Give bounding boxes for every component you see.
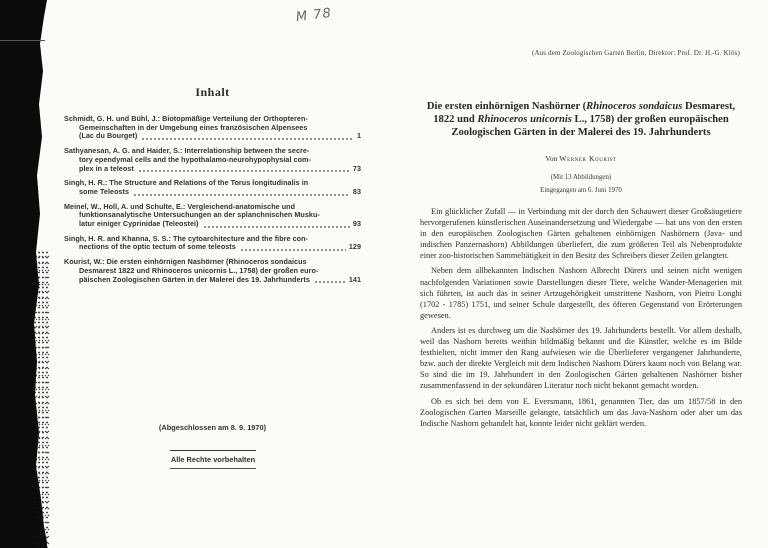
toc-entry-text: Desmarest 1822 und Rhinoceros unicornis L., 1758) der großen euro- <box>79 266 319 275</box>
title-species-name: Rhinoceros unicornis <box>477 114 572 125</box>
article-title <box>420 100 742 139</box>
rights-notice-block <box>170 450 256 469</box>
toc-entry-text: Singh, H. R.: The Structure and Relations of the Torus longitudinalis in <box>64 179 309 188</box>
toc-page-number: 73 <box>352 164 361 173</box>
toc-entry-text: Meinel, W., Holl, A. und Schulte, E.: Vergleichend-anatomische und <box>64 202 296 211</box>
title-text: Die ersten einhörnigen Nashörner ( <box>426 101 587 112</box>
dot-leader <box>138 166 350 173</box>
dot-leader <box>141 134 354 141</box>
dot-leader <box>314 277 346 284</box>
right-page <box>420 50 742 433</box>
handwritten-mark: M 78 <box>295 5 333 26</box>
title-species-name: Rhinoceros sondaicus <box>586 101 683 112</box>
toc-entry <box>64 115 361 141</box>
paragraph: Ob es sich bei dem von E. Eversmann, 1861, genannten Tier, das um 1857/58 in den Zoologischen Garten Marseille gelangte, tatsächlich um das Java-Nashorn oder aber um das Indische Nashorn gehandelt hat, konnte leider nicht geklärt werden. <box>420 396 742 428</box>
toc-entry-text: Sathyanesan, A. G. and Haider, S.: Interrelationship between the secre- <box>64 147 310 156</box>
toc-entry <box>64 147 361 173</box>
left-page <box>64 85 361 548</box>
rights-notice: Alle Rechte vorbehalten <box>170 455 256 464</box>
toc-list <box>64 115 361 284</box>
toc-entry-text: Gemeinschaften in der Umgebung eines französischen Alpensees <box>79 123 308 132</box>
dot-leader <box>133 190 350 197</box>
dot-leader <box>240 245 346 252</box>
toc-page-number: 1 <box>356 132 361 141</box>
scan-edge-line <box>0 40 45 41</box>
toc-heading: Inhalt <box>195 85 230 99</box>
received-note: Eingegangen am 6. Juni 1970 <box>540 187 622 194</box>
paragraph: Neben dem allbekannten Indischen Nashorn Albrecht Dürers und seinen nicht wenigen nachfolgenden Variationen sowie Darstellungen dieser Tiere, welche Wander-Menagerien mit sich führten, ist auch das in seiner Artzugehörigkeit umstrittene Nashorn, von Pietro Longhi (1702 - 1785) 1751, und seiner Schule dargestellt, des öfteren Gegenstand von Erörterungen gewesen. <box>420 266 742 320</box>
closing-note: (Abgeschlossen am 8. 9. 1970) <box>158 423 267 432</box>
toc-entry-text: nections of the optic tectum of some teleosts <box>79 243 236 252</box>
toc-entry-text: Schmidt, G. H. und Bühl, J.: Biotopmäßige Verteilung der Orthopteren- <box>64 115 308 123</box>
toc-entry-text: some Teleosts <box>79 187 130 196</box>
figures-note: (Mit 13 Abbildungen) <box>550 174 612 181</box>
toc-entry <box>64 179 361 196</box>
toc-entry <box>64 203 361 229</box>
toc-page-number: 141 <box>348 275 361 284</box>
toc-entry-text: Singh, H. R. and Khanna, S. S.: The cytoarchitecture and the fibre con- <box>64 234 308 243</box>
toc-entry-text: tory ependymal cells and the hypothalamo-neurohypophysial com- <box>79 155 311 164</box>
author-name: Werner Kourist <box>559 154 617 163</box>
affiliation-note: (Aus dem Zoologischen Garten Berlin, Direktor: Prof. Dr. H.-G. Klös) <box>531 50 740 57</box>
rights-rule-bottom <box>170 468 256 469</box>
toc-entry-text: funktionsanalytische Untersuchungen an der splanchnischen Musku- <box>79 211 320 220</box>
toc-entry <box>64 258 361 284</box>
byline <box>420 154 742 163</box>
binding-grain-texture <box>33 250 50 548</box>
toc-entry-text: plex in a teleost <box>79 164 134 173</box>
toc-entry-text: päischen Zoologischen Gärten in der Malerei des 19. Jahrhunderts <box>79 275 310 284</box>
toc-page-number: 129 <box>348 243 361 252</box>
toc-entry-text: (Lac du Bourget) <box>79 132 138 141</box>
title-text: L., 1758) der großen europäischen Zoologischen Gärten in der Malerei des 19. Jahrhunderts <box>451 114 729 138</box>
toc-page-number: 83 <box>352 187 361 196</box>
paragraph: Anders ist es durchweg um die Nashörner des 19. Jahrhunderts bestellt. Vor allem deshalb, weil das Nashorn bereits weithin bildmäßig bekannt und die Künstler, welche es im Bilde festhielten, nicht immer den Rang aufwiesen wie die Überlieferer vergangener Jahrhunderte, bzw. auch der direkte Vergleich mit dem Indischen Nashorn Dürers kaum noch von Belang war. So sind die im 19. Jahrhundert in den Zoologischen Gärten gehaltenen Nashörner bisher zusammenfassend in der sekundären Literatur noch nicht bekannt gemacht worden. <box>420 325 742 391</box>
toc-entry <box>64 235 361 252</box>
article-body <box>420 206 742 429</box>
paragraph: Ein glücklicher Zufall — in Verbindung mit der durch den Schauwert dieser Großsäugetiere hervorgerufenen künstlerischen Auseinandersetzung und Wiedergabe — hat uns von den ersten in den europäischen Zoologischen Gärten gehaltenen einhörnigen Nashörnern (Java- und indischen Panzernashorn) Abbildungen überliefert, die zum größeren Teil als Nebenprodukte einer zoo-historischen Sammeltätigkeit in den Besitz des Schreibers dieser Zeilen gelangten. <box>420 207 742 261</box>
title-text: Desmarest, 1822 und <box>433 101 736 125</box>
toc-entry-text: latur einiger Cyprinidae (Teleostei) <box>79 220 199 229</box>
dot-leader <box>203 222 350 229</box>
toc-page-number: 93 <box>352 220 361 229</box>
toc-entry-text: Kourist, W.: Die ersten einhörnigen Nashörner (Rhinoceros sondaicus <box>64 258 307 267</box>
byline-prefix: Von <box>545 154 560 163</box>
